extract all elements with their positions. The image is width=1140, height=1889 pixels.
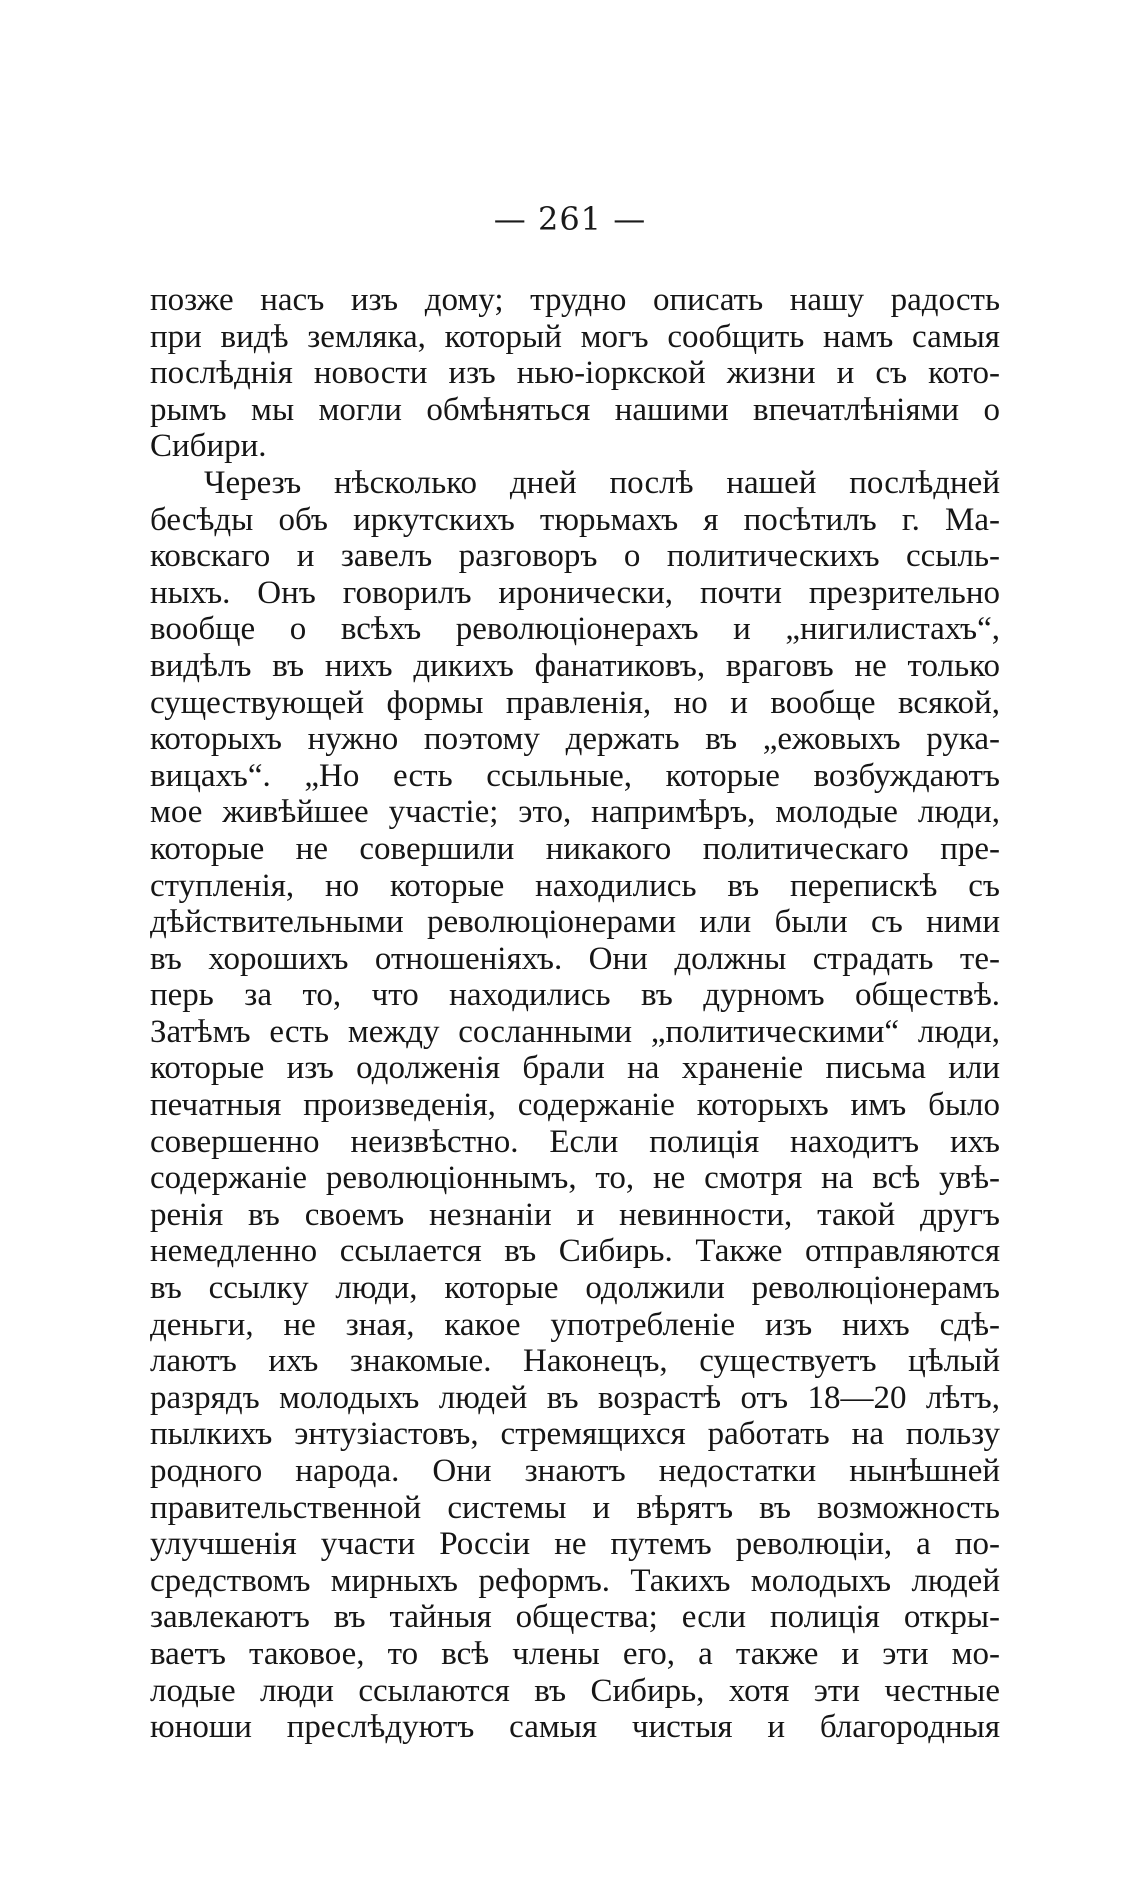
- text-line: въ хорошихъ отношеніяхъ. Они должны страдать те-: [150, 940, 1000, 977]
- text-line: вообще о всѣхъ революціонерахъ и „нигилистахъ“,: [150, 611, 1000, 648]
- page-number: — 261 —: [493, 200, 647, 238]
- text-line: разрядъ молодыхъ людей въ возрастѣ отъ 18—20 лѣтъ,: [150, 1379, 1000, 1416]
- text-line: которые не совершили никакого политическаго пре-: [150, 830, 1000, 867]
- text-line: лодые люди ссылаются въ Сибирь, хотя эти честные: [150, 1672, 1000, 1709]
- text-line: правительственной системы и вѣрятъ въ возможность: [150, 1489, 1000, 1526]
- text-line: Затѣмъ есть между сосланными „политическими“ люди,: [150, 1013, 1000, 1050]
- text-line: ренія въ своемъ незнаніи и невинности, такой другъ: [150, 1196, 1000, 1233]
- text-line: которыхъ нужно поэтому держать въ „ежовыхъ рука-: [150, 721, 1000, 758]
- text-line: видѣлъ въ нихъ дикихъ фанатиковъ, враговъ не только: [150, 647, 1000, 684]
- text-line: перь за то, что находились въ дурномъ обществѣ.: [150, 977, 1000, 1014]
- text-line: позже насъ изъ дому; трудно описать нашу радость: [150, 282, 1000, 318]
- text-line: Сибири.: [150, 428, 267, 465]
- text-line: рымъ мы могли обмѣняться нашими впечатлѣніями о: [150, 391, 1000, 428]
- text-line: средствомъ мирныхъ реформъ. Такихъ молодыхъ людей: [150, 1562, 1000, 1599]
- text-line: ныхъ. Онъ говорилъ иронически, почти презрительно: [150, 574, 1000, 611]
- text-line: улучшенія участи Россіи не путемъ революціи, а по-: [150, 1526, 1000, 1563]
- text-line: немедленно ссылается въ Сибирь. Также отправляются: [150, 1233, 1000, 1270]
- text-line: которые изъ одолженія брали на храненіе письма или: [150, 1050, 1000, 1087]
- text-line: мое живѣйшее участіе; это, напримѣръ, молодые люди,: [150, 794, 1000, 831]
- text-line: существующей формы правленія, но и вообще всякой,: [150, 684, 1000, 721]
- text-line: совершенно неизвѣстно. Если полиція находитъ ихъ: [150, 1123, 1000, 1160]
- text-line: пылкихъ энтузіастовъ, стремящихся работать на пользу: [150, 1416, 1000, 1453]
- text-line: завлекаютъ въ тайныя общества; если полиція откры-: [150, 1599, 1000, 1636]
- text-line: ваетъ таковое, то всѣ члены его, а также и эти мо-: [150, 1635, 1000, 1672]
- text-line: бесѣды объ иркутскихъ тюрьмахъ я посѣтилъ г. Ма-: [150, 501, 1000, 538]
- text-line: послѣднія новости изъ нью-іоркской жизни и съ кото-: [150, 355, 1000, 392]
- text-line: ступленія, но которые находились въ перепискѣ съ: [150, 867, 1000, 904]
- text-line: дѣйствительными революціонерами или были съ ними: [150, 904, 1000, 941]
- text-line: Черезъ нѣсколько дней послѣ нашей послѣдней: [204, 464, 1000, 501]
- text-line: при видѣ земляка, который могъ сообщить намъ самыя: [150, 318, 1000, 355]
- text-line: вицахъ“. „Но есть ссыльные, которые возбуждаютъ: [150, 757, 1000, 794]
- text-line: содержаніе революціоннымъ, то, не смотря на всѣ увѣ-: [150, 1160, 1000, 1197]
- text-line: юноши преслѣдуютъ самыя чистыя и благородныя: [150, 1709, 1000, 1746]
- text-line: родного народа. Они знаютъ недостатки нынѣшней: [150, 1453, 1000, 1489]
- body-text: [150, 282, 1000, 1746]
- text-line: въ ссылку люди, которые одолжили революціонерамъ: [150, 1270, 1000, 1307]
- text-line: лаютъ ихъ знакомые. Наконецъ, существуетъ цѣлый: [150, 1343, 1000, 1380]
- text-line: ковскаго и завелъ разговоръ о политическихъ ссыль-: [150, 538, 1000, 575]
- text-line: печатныя произведенія, содержаніе которыхъ имъ было: [150, 1087, 1000, 1124]
- text-line: деньги, не зная, какое употребленіе изъ нихъ сдѣ-: [150, 1306, 1000, 1343]
